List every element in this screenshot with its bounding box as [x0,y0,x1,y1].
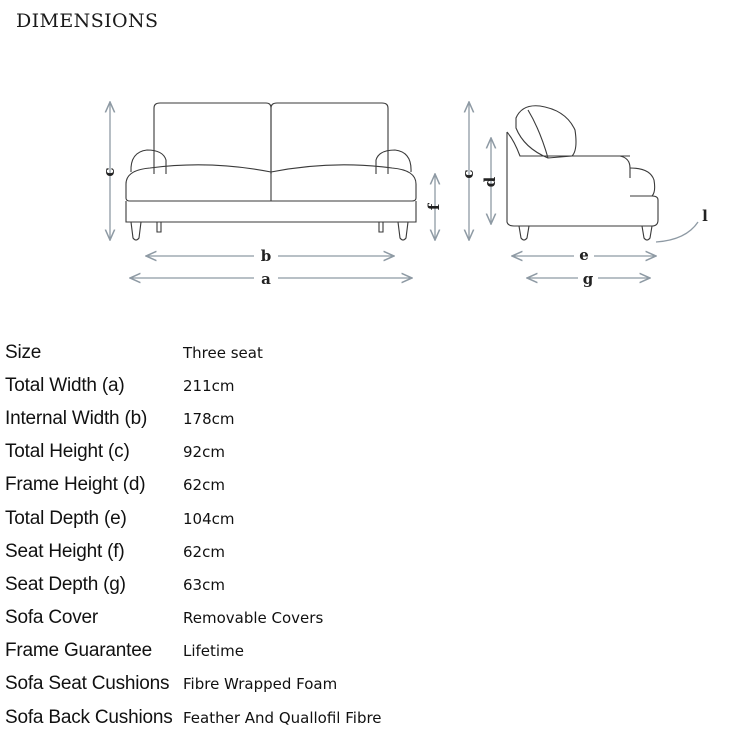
label-g: g [582,270,594,288]
spec-value: Removable Covers [183,609,324,628]
side-leg-back [642,226,652,240]
spec-value: 178cm [183,409,235,428]
side-seat-cushion [560,156,630,178]
spec-row [5,469,382,502]
front-leg-left [131,222,141,240]
front-leg-right-inner [379,222,383,232]
front-base [126,201,416,222]
spec-label: Size [5,341,42,363]
spec-value: 62cm [183,476,225,495]
side-arm [630,168,655,196]
spec-row [5,568,382,601]
spec-row [5,635,382,668]
spec-value: 104cm [183,509,235,528]
label-c-side: c [459,169,477,179]
spec-label: Total Width (a) [5,374,125,396]
spec-row [5,502,382,535]
spec-label: Seat Height (f) [5,540,125,562]
spec-label: Frame Height (d) [5,474,146,496]
front-back-cushion-left [154,103,271,174]
section-title: DIMENSIONS [16,10,159,32]
label-e: e [579,246,589,264]
side-back-cushion-inner [528,110,548,158]
spec-row [5,402,382,435]
sofa-front-view [126,103,416,240]
spec-label: Internal Width (b) [5,407,148,429]
side-body-top [507,132,630,156]
dim-l-leader [656,222,698,242]
label-c-front: c [100,167,118,177]
sofa-side-view [507,106,658,240]
spec-value: 92cm [183,443,225,462]
spec-label: Frame Guarantee [5,640,152,662]
spec-row [5,436,382,469]
spec-value: 62cm [183,542,225,561]
spec-value: Feather And Quallofil Fibre [183,708,382,727]
spec-row [5,369,382,402]
label-b: b [260,247,272,265]
label-d: d [481,176,499,188]
side-frame [507,132,658,226]
dimensions-table-body [5,336,382,734]
front-leg-right [398,222,408,240]
spec-value: 211cm [183,376,235,395]
spec-row [5,336,382,369]
spec-row [5,602,382,635]
label-f: f [425,203,443,211]
side-leg-front [519,226,529,240]
sofa-dimension-diagram [0,90,756,305]
label-l: l [702,207,708,225]
spec-value: Three seat [183,343,263,362]
dimensions-table [5,336,382,734]
dimension-lines [110,102,698,278]
label-a: a [261,270,271,288]
spec-row [5,701,382,734]
front-leg-left-inner [157,222,161,232]
spec-label: Sofa Seat Cushions [5,673,170,695]
spec-value: 63cm [183,575,225,594]
spec-label: Total Height (c) [5,441,130,463]
spec-label: Total Depth (e) [5,507,127,529]
spec-label: Sofa Cover [5,607,99,629]
spec-label: Seat Depth (g) [5,573,126,595]
front-back-cushion-right [271,103,388,174]
spec-label: Sofa Back Cushions [5,706,173,728]
spec-value: Lifetime [183,642,244,661]
spec-row [5,535,382,568]
spec-row [5,668,382,701]
spec-value: Fibre Wrapped Foam [183,675,338,694]
